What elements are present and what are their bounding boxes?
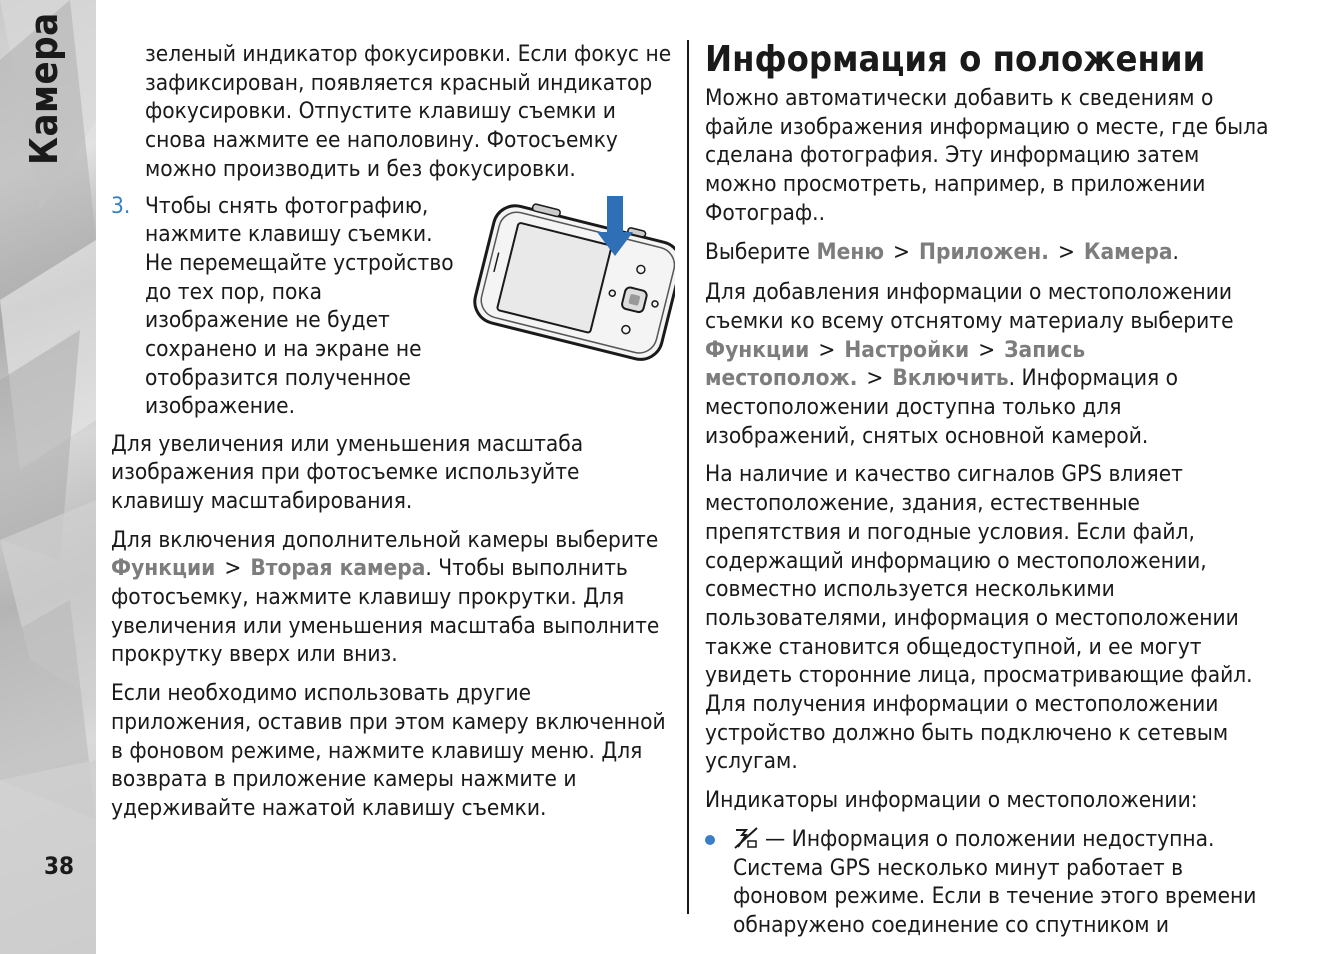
intro-paragraph: Можно автоматически добавить к сведениям о файле изображения информацию о месте, где была сделана фотография. Эту информацию затем можно просмотреть, например, в приложении Фотограф.. [705,85,1269,226]
menu-separator: > [1057,238,1075,265]
menu-separator: > [866,365,884,392]
list-item [705,825,1275,940]
sidebar [0,0,96,954]
menu-separator: > [224,555,242,582]
indicators-label: Индикаторы информации о местоположении: [705,787,1198,814]
menu-path-enable: Включить [892,365,1009,392]
page-number: 38 [44,852,75,880]
gps-paragraph: На наличие и качество сигналов GPS влияет местоположение, здания, естественные препятствия и погодные условия. Если файл, содержащий информацию о местоположении, совместно используется несколькими пользователями, информация о местоположении также становится общедоступной, и ее могут увидеть сторонние лица, просматривающие файл. Для получения информации о местоположении устройство должно быть подключено к сетевым услугам. [705,461,1253,775]
column-divider [687,40,689,914]
select-path-paragraph [705,238,1275,267]
menu-path-functions: Функции [111,555,216,582]
select-text: Выберите [705,238,811,265]
bullet-text [733,825,1275,940]
zoom-paragraph: Для увеличения или уменьшения масштаба изображения при фотосъемке используйте клавишу масштабирования. [111,430,584,514]
second-camera-text-before: Для включения дополнительной камеры выберите [111,526,659,553]
menu-separator: > [818,336,836,363]
section-heading: Информация о положении [705,39,1206,80]
gps-unavailable-icon [733,826,759,850]
background-mode-paragraph: Если необходимо использовать другие приложения, оставив при этом камеру включенной в фоновом режиме, нажмите клавишу меню. Для возврата в приложение камеры нажмите и удерживайте нажатой клавишу съемки. [111,680,666,821]
menu-path-camera: Камера [1083,238,1173,265]
select-text-after: . [1172,238,1179,265]
continuation-paragraph: зеленый индикатор фокусировки. Если фокус не зафиксирован, появляется красный индикатор фокусировки. Отпустите клавишу съемки и снова нажмите ее наполовину. Фотосъемку можно производить и без фокусировки. [145,41,672,182]
step-number: 3. [111,192,131,219]
menu-separator: > [978,336,996,363]
second-camera-paragraph [111,526,677,670]
step-text: Чтобы снять фотографию, нажмите клавишу съемки. Не перемещайте устройство до тех пор, пока изображение не будет сохранено и на экране не отобразится полученное изображение. [145,192,454,420]
bullet-text-content: — Информация о положении недоступна. Система GPS несколько минут работает в фоновом режиме. Если в течение этого времени обнаружено соединение со спутником и [733,825,1257,938]
phone-illustration [471,192,675,392]
enable-text-after: . Информация о местоположении доступна только для изображений, снятых основной камерой. [705,365,1179,449]
menu-path-location-recording: Запись местополож. [705,336,1086,392]
section-title: Камера [22,12,66,165]
menu-path-settings: Настройки [844,336,970,363]
menu-path-second-camera: Вторая камера [250,555,426,582]
second-camera-text-after: . Чтобы выполнить фотосъемку, нажмите клавишу прокрутки. Для увеличения или уменьшения масштаба выполните прокрутку вверх или вниз. [111,555,660,668]
step-3 [111,192,677,422]
right-column [705,40,1275,940]
enable-text-before: Для добавления информации о местоположении съемки ко всему отснятому материалу выберите [705,279,1234,334]
menu-path-functions: Функции [705,336,810,363]
bullet-icon [705,835,715,845]
menu-path-menu: Меню [816,238,885,265]
menu-path-applications: Приложен. [919,238,1049,265]
enable-location-paragraph [705,278,1275,450]
menu-separator: > [893,238,911,265]
left-column [111,40,677,833]
